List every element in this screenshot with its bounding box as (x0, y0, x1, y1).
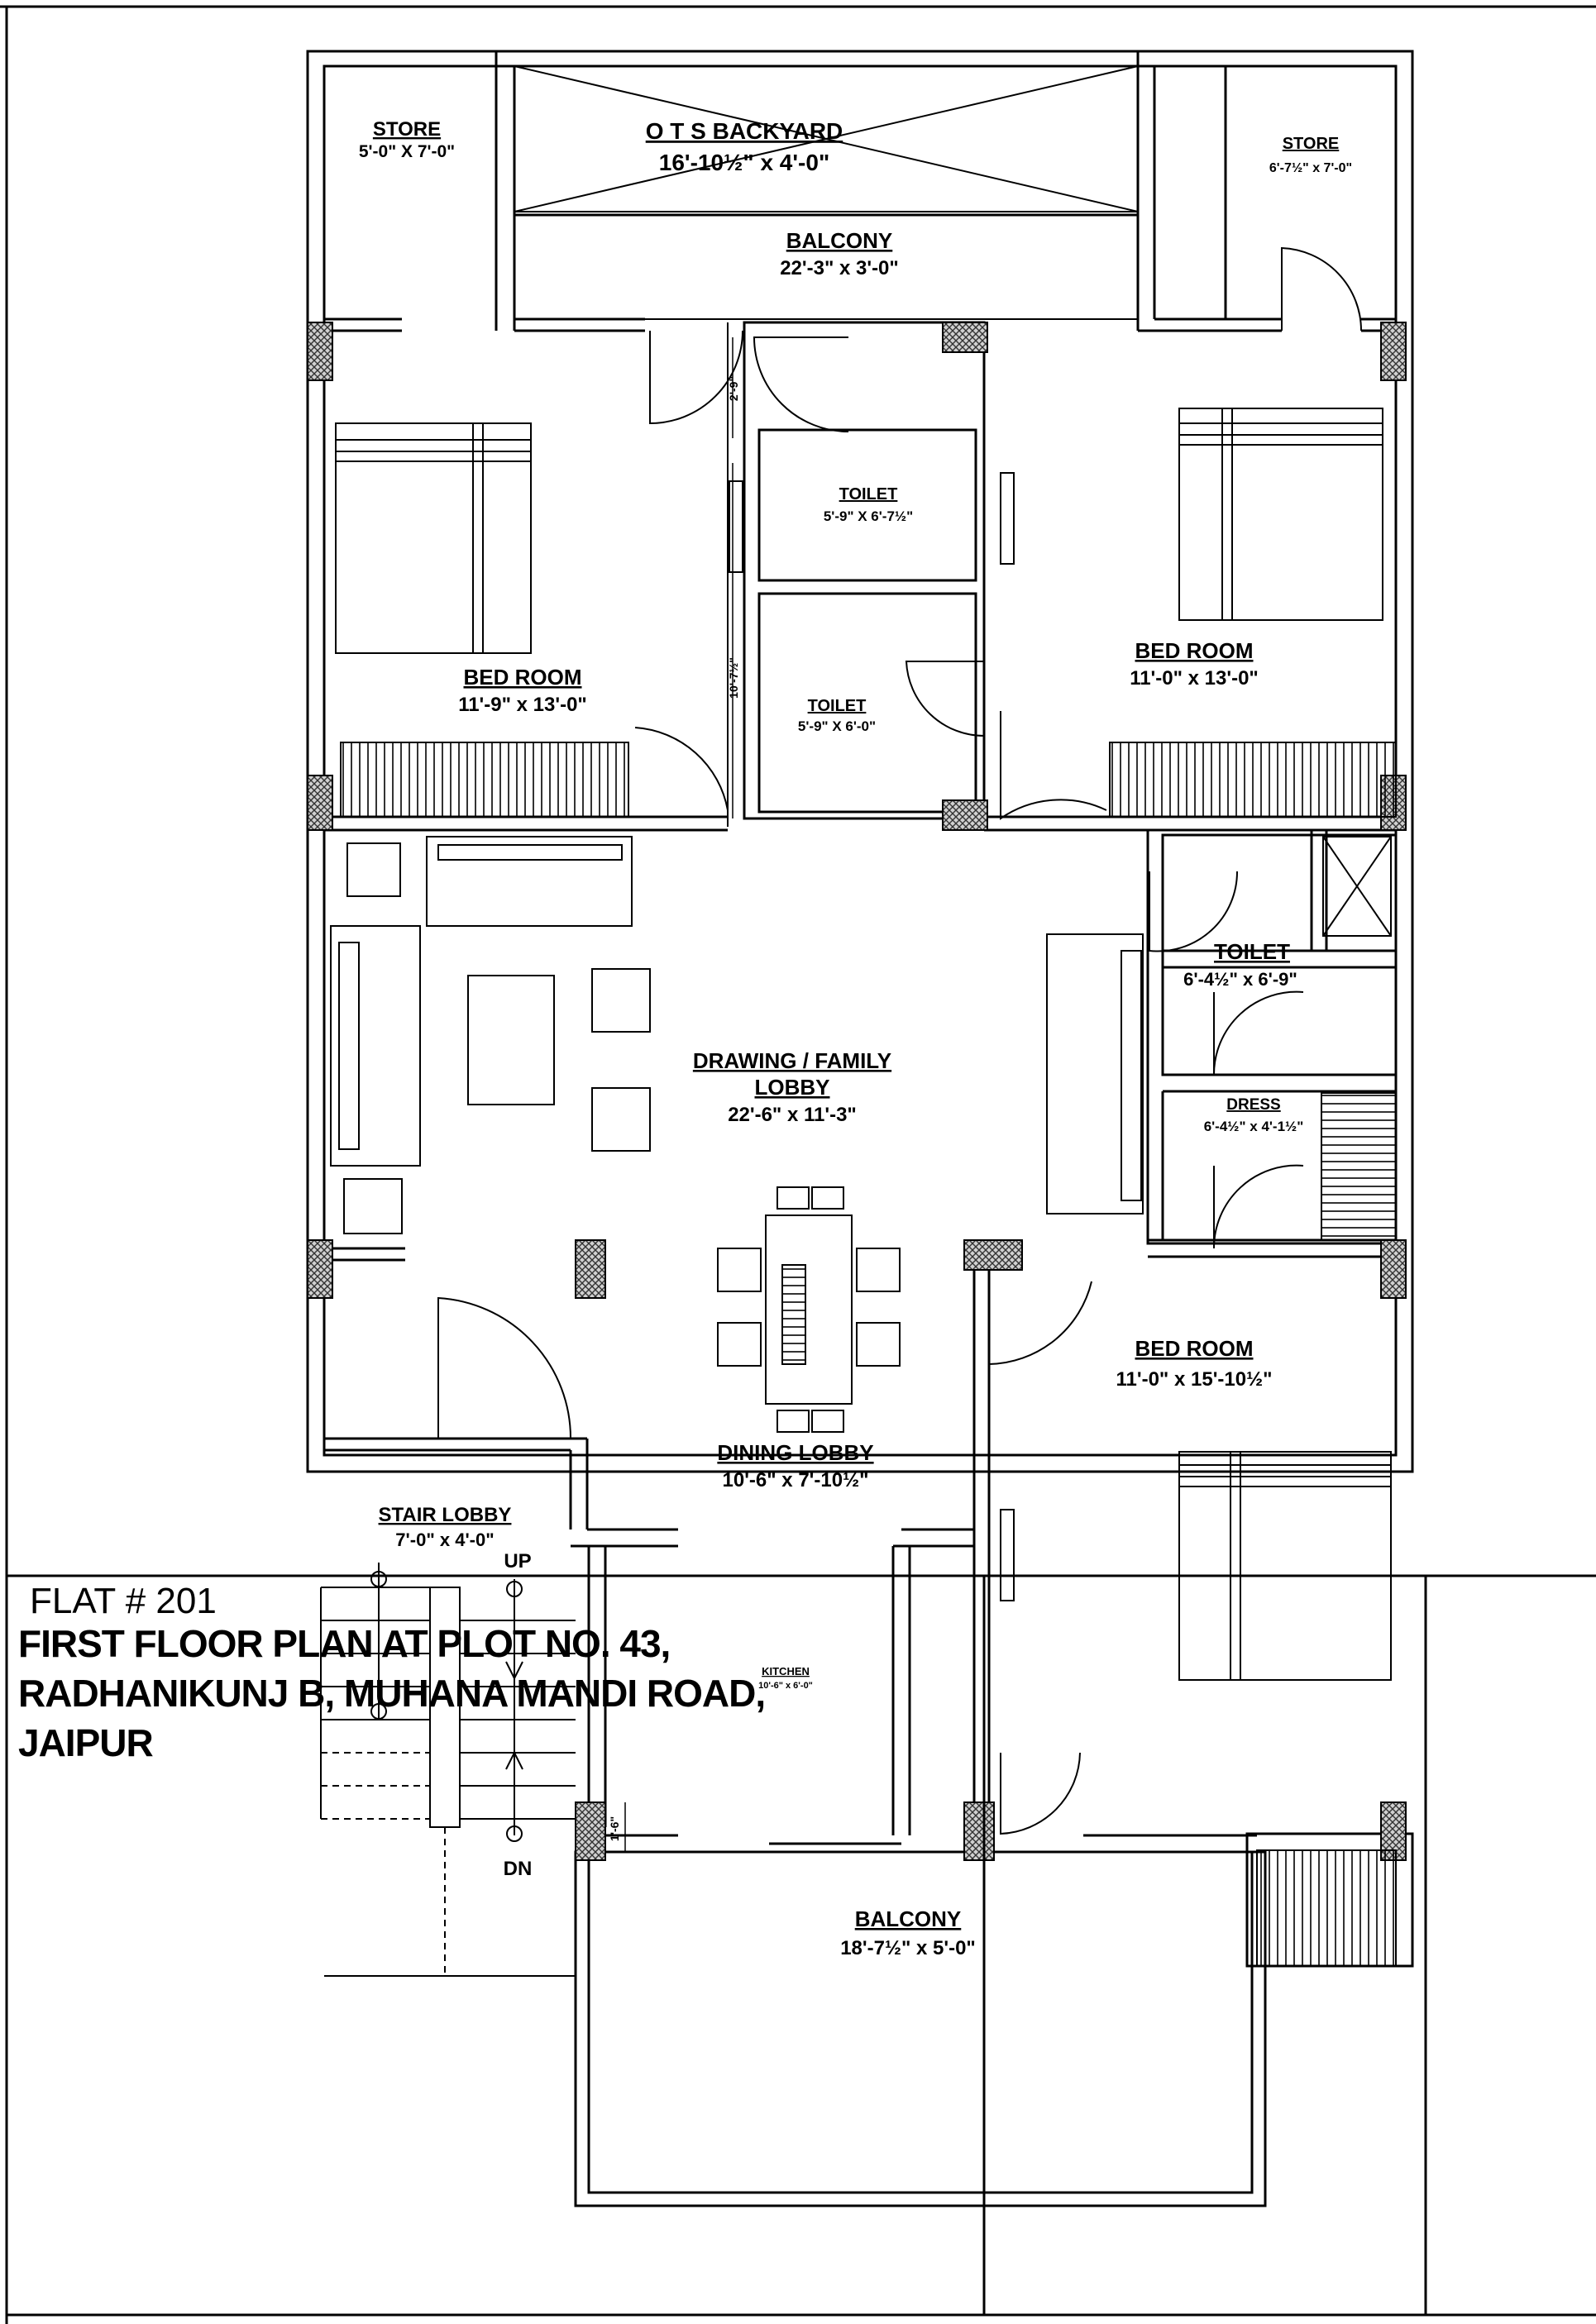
store-left-size: 5'-0" X 7'-0" (358, 142, 456, 161)
balcony-top-name: BALCONY (786, 228, 893, 253)
dress-size: 6'-4½" x 4'-1½" (1203, 1119, 1304, 1134)
dimension-d2: 10'-7½" (727, 657, 740, 699)
bed-right-name: BED ROOM (1135, 638, 1254, 663)
bed-left-name: BED ROOM (463, 665, 582, 690)
title-line-2: RADHANIKUNJ B, MUHANA MANDI ROAD, (18, 1672, 766, 1715)
dining-size: 10'-6" x 7'-10½" (722, 1469, 869, 1491)
bed-right-size: 11'-0" x 13'-0" (1130, 667, 1259, 690)
furniture (331, 473, 1143, 1601)
toilet-c-name: TOILET (1214, 939, 1290, 964)
stair-up-label: UP (504, 1550, 532, 1572)
store-right-name: STORE (1282, 135, 1340, 153)
dining-name: DINING LOBBY (717, 1440, 874, 1465)
store-right-size: 6'-7½" x 7'-0" (1269, 161, 1353, 175)
ots-backyard-name: O T S BACKYARD (645, 118, 843, 144)
drawing-name: DRAWING / FAMILY (692, 1048, 892, 1073)
toilet-b-size: 5'-9" X 6'-0" (797, 718, 877, 734)
dimension-d1: 2'-9" (727, 375, 740, 402)
drawing-size: 22'-6" x 11'-3" (728, 1104, 857, 1126)
dress-name: DRESS (1226, 1096, 1281, 1114)
kitchen-size: 10'-6" x 6'-0" (758, 1681, 813, 1691)
flat-number-label: FLAT # 201 (30, 1581, 217, 1621)
title-line-3: JAIPUR (18, 1721, 153, 1764)
stair-name: STAIR LOBBY (378, 1504, 512, 1526)
bed-lower-name: BED ROOM (1135, 1336, 1254, 1361)
dimension-d3: 1'-6" (608, 1816, 621, 1842)
balcony-top-size: 22'-3" x 3'-0" (780, 257, 899, 279)
stair-dn-label: DN (503, 1858, 533, 1880)
drawing-name-2: LOBBY (754, 1075, 830, 1100)
kitchen-name: KITCHEN (762, 1665, 810, 1677)
balcony-bottom-name: BALCONY (854, 1906, 962, 1931)
stair-size: 7'-0" x 4'-0" (395, 1529, 495, 1550)
drawing-title (18, 1619, 969, 1768)
bed-lower-size: 11'-0" x 15'-10½" (1116, 1368, 1273, 1391)
toilet-a-name: TOILET (839, 485, 898, 503)
store-left-name: STORE (372, 118, 442, 141)
toilet-b-name: TOILET (807, 697, 867, 715)
ots-backyard-size: 16'-10½" x 4'-0" (658, 150, 830, 175)
title-line-1: FIRST FLOOR PLAN AT PLOT NO. 43, (18, 1622, 671, 1665)
toilet-c-size: 6'-4½" x 6'-9" (1183, 969, 1297, 990)
balcony-bottom-size: 18'-7½" x 5'-0" (840, 1937, 976, 1959)
shaft-cross (1323, 837, 1391, 936)
bed-left-size: 11'-9" x 13'-0" (458, 694, 587, 716)
toilet-a-size: 5'-9" X 6'-7½" (823, 508, 914, 524)
